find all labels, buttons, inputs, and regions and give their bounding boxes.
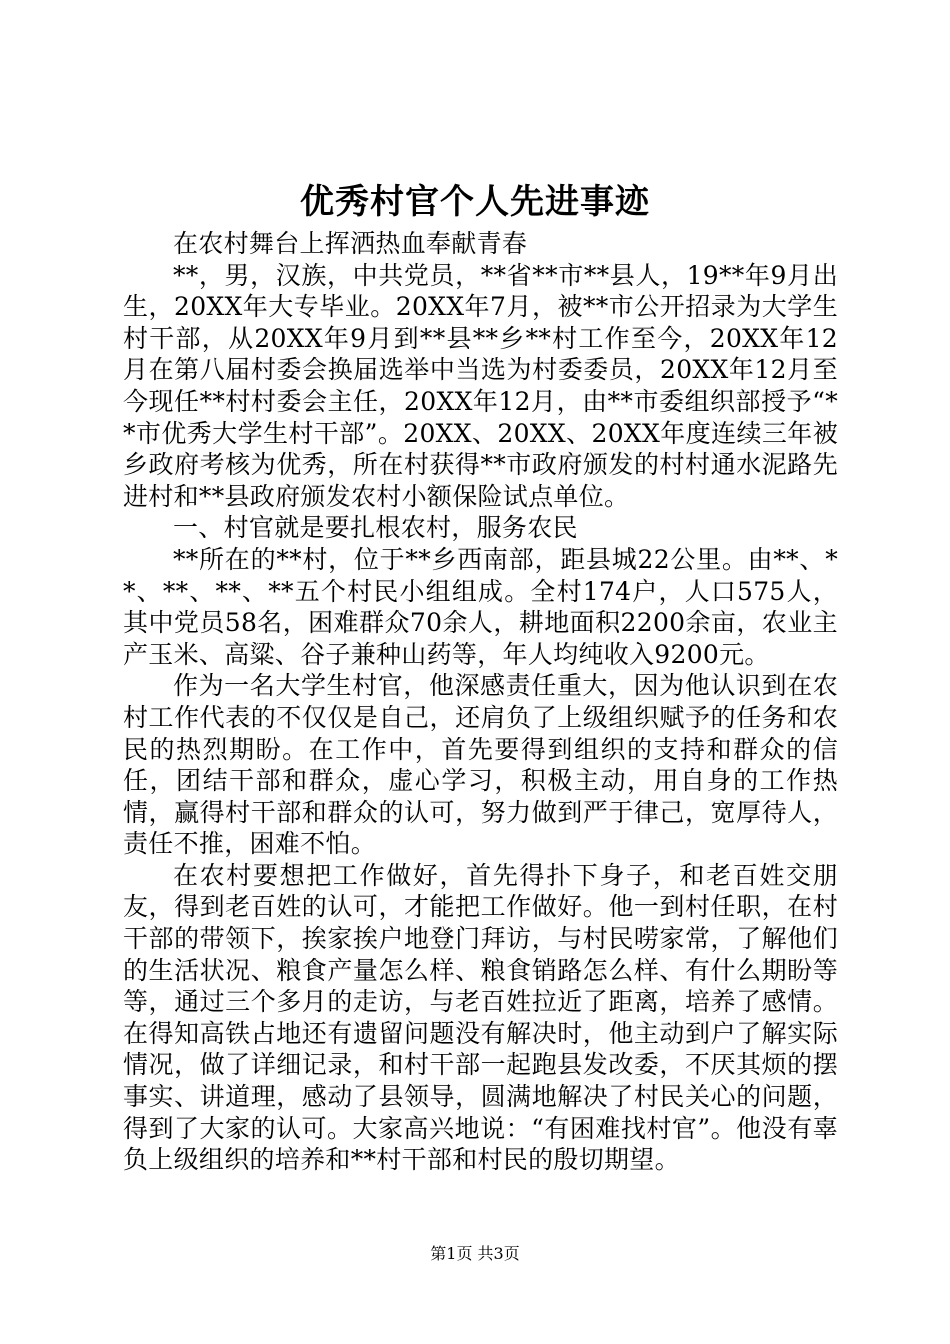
work-paragraph: 在农村要想把工作做好，首先得扑下身子，和老百姓交朋友，得到老百姓的认可，才能把工作做好。他一到村任职，在村干部的带领下，挨家挨户地登门拜访，与村民唠家常，了解他们的生活状况、粮食产量怎么样、粮食销路怎么样、有什么期盼等等，通过三个多月的走访，与老百姓拉近了距离，培养了感情。在得知高铁占地还有遗留问题没有解决时，他主动到户了解实际情况，做了详细记录，和村干部一起跑县发改委，不厌其烦的摆事实、讲道理，感动了县领导，圆满地解决了村民关心的问题，得到了大家的认可。大家高兴地说：“有困难找村官”。他没有辜负上级组织的培养和**村干部和村民的殷切期望。: [123, 860, 838, 1175]
document-body: [123, 228, 838, 1176]
subtitle-paragraph: 在农村舞台上挥洒热血奉献青春: [173, 229, 528, 258]
section-heading-1: 一、村官就是要扎根农村，服务农民: [173, 513, 578, 543]
page-footer: 第1页 共3页: [430, 1244, 520, 1263]
responsibility-paragraph: 作为一名大学生村官，他深感责任重大，因为他认识到在农村工作代表的不仅仅是自己，还肩负了上级组织赋予的任务和农民的热烈期盼。在工作中，首先要得到组织的支持和群众的信任，团结干部和群众，虚心学习，积极主动，用自身的工作热情，赢得村干部和群众的认可，努力做到严于律己，宽厚待人，责任不推，困难不怕。: [123, 671, 838, 859]
village-paragraph: **所在的**村，位于**乡西南部，距县城22公里。由**、**、**、**、**五个村民小组组成。全村174户，人口575人，其中党员58名，困难群众70余人，耕地面积2200余亩，农业主产玉米、高粱、谷子兼种山药等，年人均纯收入9200元。: [123, 544, 838, 669]
profile-paragraph: **，男，汉族，中共党员，**省**市**县人，19**年9月出生，20XX年大专毕业。20XX年7月，被**市公开招录为大学生村干部，从20XX年9月到**县**乡**村工作至今，20XX年12月在第八届村委会换届选举中当选为村委委员，20XX年12月至今现任**村村委会主任，20XX年12月，由**市委组织部授予“**市优秀大学生村干部”。20XX、20XX、20XX年度连续三年被乡政府考核为优秀，所在村获得**市政府颁发的村村通水泥路先进村和**县政府颁发农村小额保险试点单位。: [123, 260, 838, 511]
document-title: 优秀村官个人先进事迹: [300, 182, 650, 222]
